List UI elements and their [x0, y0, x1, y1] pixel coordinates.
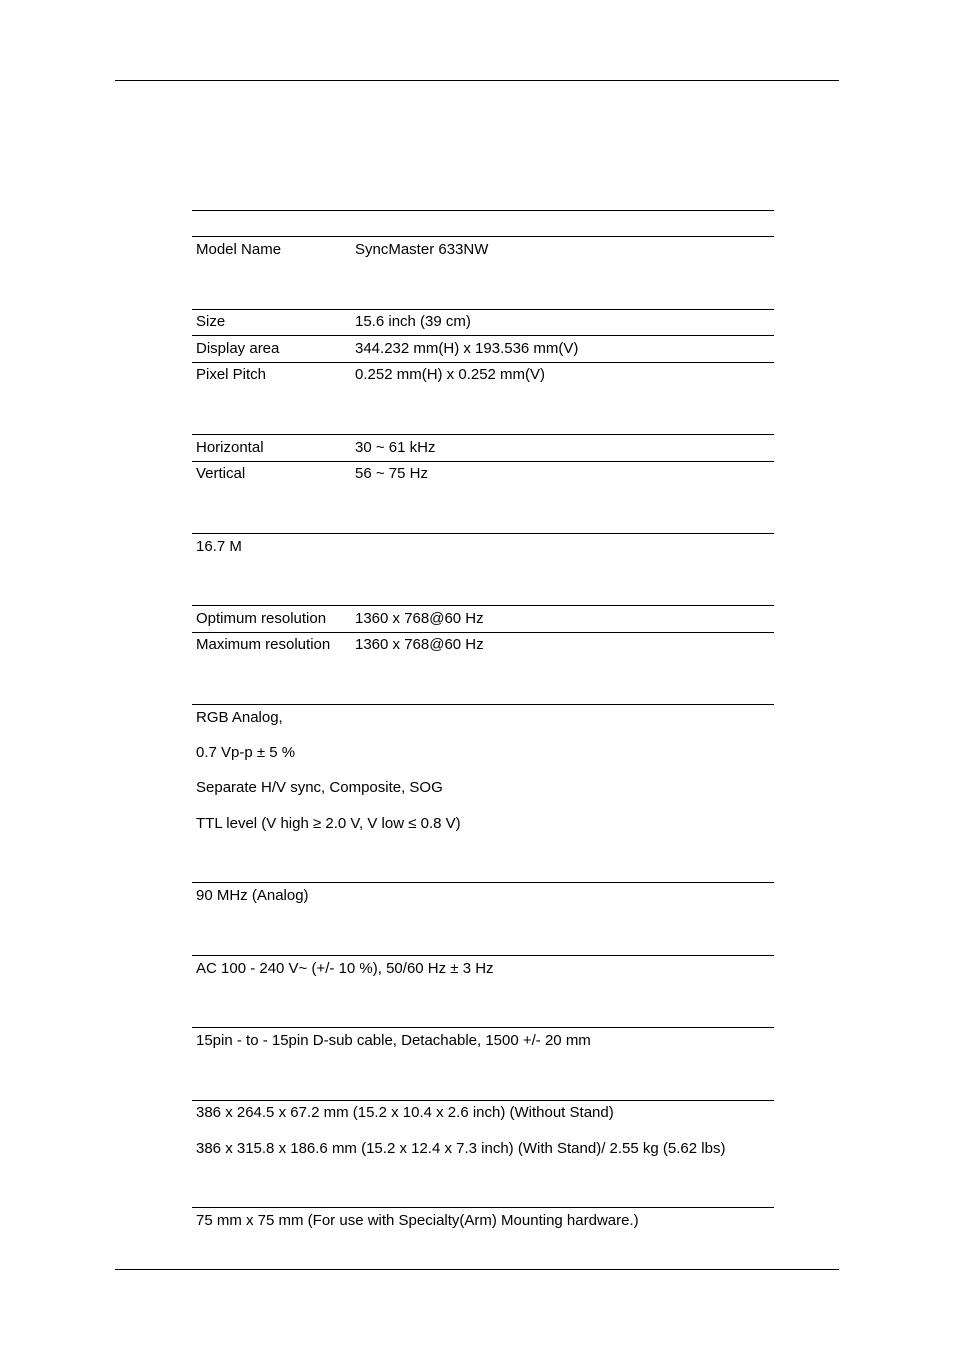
row-divider: [192, 236, 774, 237]
row-divider: [192, 434, 774, 435]
pixel-pitch-value: 0.252 mm(H) x 0.252 mm(V): [355, 366, 546, 383]
row-divider: [192, 1100, 774, 1101]
optimum-resolution-label: Optimum resolution: [196, 610, 327, 627]
vertical-value: 56 ~ 75 Hz: [355, 465, 428, 482]
display-area-label: Display area: [196, 340, 280, 357]
row-divider: [192, 632, 774, 633]
size-label: Size: [196, 313, 226, 330]
power-supply-value: AC 100 - 240 V~ (+/- 10 %), 50/60 Hz ± 3 Hz: [196, 960, 494, 977]
row-divider: [192, 335, 774, 336]
row-divider: [192, 605, 774, 606]
row-divider: [192, 461, 774, 462]
row-divider: [192, 1207, 774, 1208]
horizontal-value: 30 ~ 61 kHz: [355, 439, 436, 456]
display-color-value: 16.7 M: [196, 538, 242, 555]
model-name-label: Model Name: [196, 241, 282, 258]
dimensions-line: 386 x 264.5 x 67.2 mm (15.2 x 10.4 x 2.6 inch) (Without Stand): [196, 1104, 614, 1121]
row-divider: [192, 362, 774, 363]
row-divider: [192, 309, 774, 310]
row-divider: [192, 882, 774, 883]
maximum-resolution-label: Maximum resolution: [196, 636, 331, 653]
input-signal-line: RGB Analog,: [196, 709, 283, 726]
signal-cable-value: 15pin - to - 15pin D-sub cable, Detachable, 1500 +/- 20 mm: [196, 1032, 591, 1049]
table-top-rule: [192, 210, 774, 211]
pixel-pitch-label: Pixel Pitch: [196, 366, 267, 383]
optimum-resolution-value: 1360 x 768@60 Hz: [355, 610, 484, 627]
vesa-mounting-value: 75 mm x 75 mm (For use with Specialty(Arm) Mounting hardware.): [196, 1212, 639, 1229]
input-signal-line: TTL level (V high ≥ 2.0 V, V low ≤ 0.8 V): [196, 815, 461, 832]
page-bottom-rule: [115, 1269, 839, 1270]
row-divider: [192, 955, 774, 956]
horizontal-label: Horizontal: [196, 439, 264, 456]
row-divider: [192, 704, 774, 705]
vertical-label: Vertical: [196, 465, 246, 482]
pixel-clock-value: 90 MHz (Analog): [196, 887, 309, 904]
display-area-value: 344.232 mm(H) x 193.536 mm(V): [355, 340, 579, 357]
model-name-value: SyncMaster 633NW: [355, 241, 489, 258]
input-signal-line: 0.7 Vp-p ± 5 %: [196, 744, 296, 761]
page-top-rule: [115, 80, 839, 81]
size-value: 15.6 inch (39 cm): [355, 313, 471, 330]
input-signal-line: Separate H/V sync, Composite, SOG: [196, 779, 443, 796]
row-divider: [192, 533, 774, 534]
maximum-resolution-value: 1360 x 768@60 Hz: [355, 636, 484, 653]
dimensions-line: 386 x 315.8 x 186.6 mm (15.2 x 12.4 x 7.3 inch) (With Stand)/ 2.55 kg (5.62 lbs): [196, 1140, 726, 1157]
row-divider: [192, 1027, 774, 1028]
